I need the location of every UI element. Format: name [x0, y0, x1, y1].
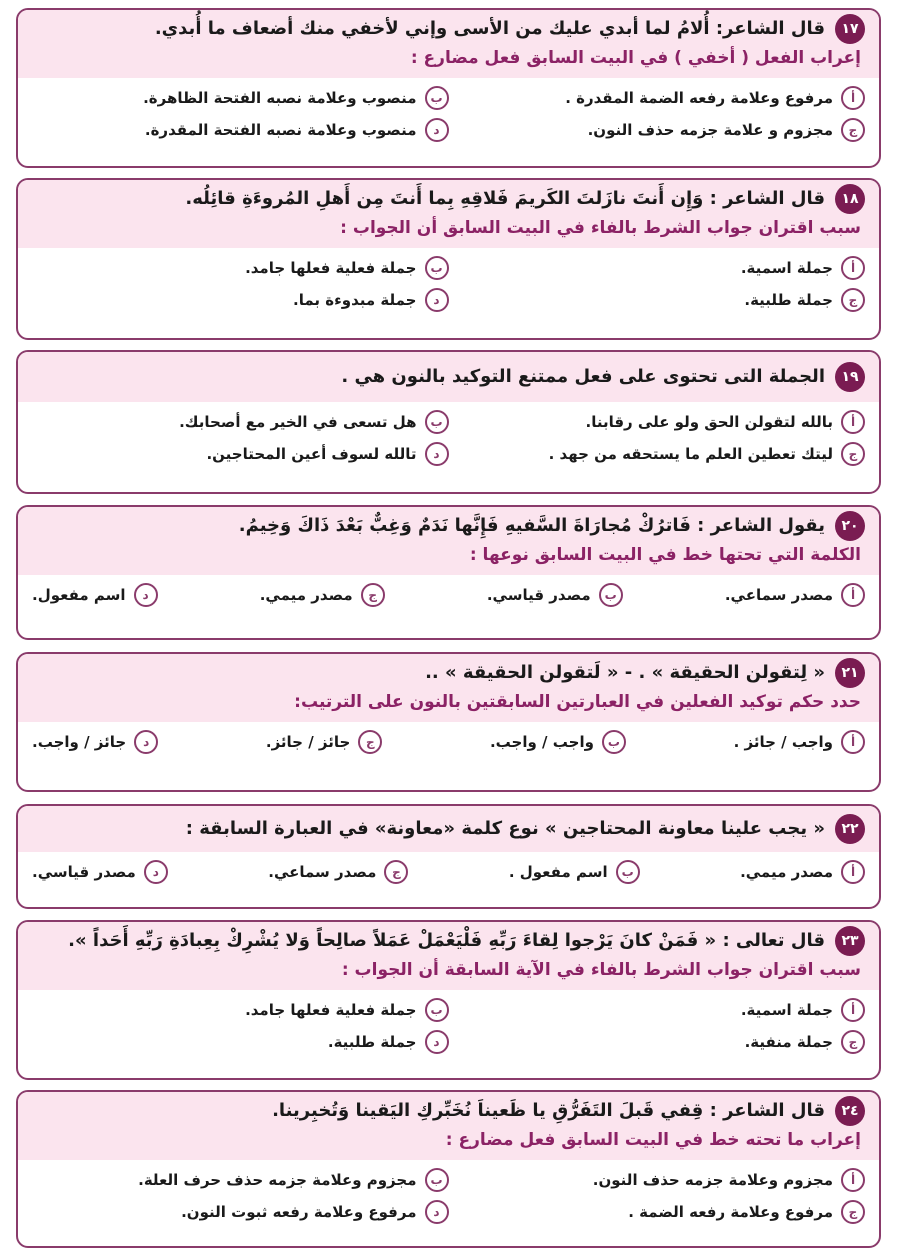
option-text: مرفوع وعلامة رفعه ثبوت النون. — [181, 1203, 417, 1221]
question-header — [18, 1092, 879, 1160]
option-text: واجب / واجب. — [489, 733, 594, 751]
option-letter: ب — [616, 860, 640, 884]
option-d[interactable] — [32, 1198, 449, 1226]
option-letter: ب — [425, 1168, 449, 1192]
options — [18, 722, 879, 764]
option-a[interactable] — [449, 408, 866, 436]
option-text: مجزوم و علامة جزمه حذف النون. — [587, 121, 833, 139]
option-letter: أ — [841, 860, 865, 884]
question-header — [18, 922, 879, 990]
option-text: منصوب وعلامة نصبه الفتحة المقدرة. — [144, 121, 417, 139]
question-header — [18, 507, 879, 575]
option-letter: د — [425, 288, 449, 312]
option-c[interactable] — [449, 1028, 866, 1056]
question-card-20 — [16, 505, 881, 640]
option-a[interactable] — [449, 996, 866, 1024]
question-text: قال الشاعر : وَإِن أَنتَ نازَلتَ الكَريمَ فَلاقِهِ بِما أَنتَ مِن أَهلِ المُروءَةِ قائِلُه. — [185, 188, 825, 209]
option-b[interactable] — [32, 996, 449, 1024]
option-c[interactable] — [449, 116, 866, 144]
option-letter: أ — [841, 410, 865, 434]
option-d[interactable] — [32, 116, 449, 144]
options — [18, 852, 879, 894]
option-letter: أ — [841, 256, 865, 280]
option-c[interactable] — [449, 1198, 866, 1226]
question-header — [18, 806, 879, 852]
option-letter: د — [134, 730, 158, 754]
option-text: واجب / جائز . — [733, 733, 833, 751]
question-text: قال الشاعر: أُلامُ لما أبدي عليك من الأسى وإني لأخفي منك أضعاف ما أُبدي. — [154, 18, 825, 39]
option-c[interactable] — [266, 728, 382, 756]
question-number: ١٨ — [835, 184, 865, 214]
option-b[interactable] — [490, 728, 626, 756]
option-text: جائز / واجب. — [32, 733, 127, 751]
question-card-21 — [16, 652, 881, 792]
option-letter: د — [425, 1200, 449, 1224]
option-a[interactable] — [449, 84, 866, 112]
question-header — [18, 352, 879, 402]
question-text: « يجب علينا معاونة المحتاجين » نوع كلمة «معاونة» في العبارة السابقة : — [185, 818, 825, 839]
option-letter: ج — [841, 1200, 865, 1224]
options — [18, 575, 879, 617]
option-text: مصدر ميمي. — [259, 586, 353, 604]
option-text: مصدر قياسي. — [486, 586, 591, 604]
option-text: ليتك تعطين العلم ما يستحقه من جهد . — [548, 445, 833, 463]
option-d[interactable] — [32, 440, 449, 468]
option-letter: أ — [841, 86, 865, 110]
question-prompt: حدد حكم توكيد الفعلين في العبارتين السابقتين بالنون على الترتيب: — [294, 692, 861, 712]
question-number: ٢٣ — [835, 926, 865, 956]
option-letter: ج — [841, 288, 865, 312]
option-c[interactable] — [260, 581, 385, 609]
question-text: يقول الشاعر : فَاترُكْ مُجارَاةَ السَّفيهِ فَإِنَّها نَدَمٌ وَغِبٌّ بَعْدَ ذَاكَ وَخِيمُ. — [238, 515, 825, 536]
option-d[interactable] — [32, 286, 449, 314]
option-a[interactable] — [734, 728, 865, 756]
option-text: مصدر سماعي. — [268, 863, 377, 881]
option-b[interactable] — [509, 858, 640, 886]
option-text: هل تسعى في الخير مع أصحابك. — [179, 413, 417, 431]
question-card-19 — [16, 350, 881, 494]
option-text: مرفوع وعلامة رفعه الضمة . — [628, 1203, 833, 1221]
option-letter: د — [144, 860, 168, 884]
option-letter: ج — [841, 118, 865, 142]
option-text: اسم مفعول. — [32, 586, 126, 604]
option-letter: ب — [425, 998, 449, 1022]
option-c[interactable] — [449, 286, 866, 314]
question-prompt: سبب اقتران جواب الشرط بالفاء في الآية السابقة أن الجواب : — [341, 960, 861, 980]
option-text: منصوب وعلامة نصبه الفتحة الظاهرة. — [143, 89, 417, 107]
option-text: اسم مفعول . — [508, 863, 608, 881]
question-text: « لِتقولن الحقيقة » . - « لَتقولن الحقيقة » .. — [425, 662, 825, 683]
options — [18, 78, 879, 152]
option-d[interactable] — [32, 581, 158, 609]
option-d[interactable] — [32, 1028, 449, 1056]
question-header — [18, 654, 879, 722]
question-number: ١٧ — [835, 14, 865, 44]
options — [18, 1160, 879, 1234]
option-text: جملة اسمية. — [740, 259, 833, 277]
option-letter: ج — [361, 583, 385, 607]
option-letter: ب — [425, 86, 449, 110]
option-text: جملة طلبية. — [327, 1033, 417, 1051]
question-card-18 — [16, 178, 881, 340]
option-letter: د — [425, 442, 449, 466]
option-letter: د — [425, 118, 449, 142]
options — [18, 402, 879, 476]
option-letter: د — [134, 583, 158, 607]
option-text: مرفوع وعلامة رفعه الضمة المقدرة . — [565, 89, 833, 107]
options — [18, 248, 879, 322]
question-text: قال الشاعر : قِفي قَبلَ التَفَرُّقِ يا ظَعيناَ نُخَبِّركِ اليَقينا وَتُخبِرينا. — [272, 1100, 825, 1121]
option-c[interactable] — [268, 858, 408, 886]
question-card-17 — [16, 8, 881, 168]
question-number: ٢٠ — [835, 511, 865, 541]
option-letter: ب — [425, 410, 449, 434]
question-card-22 — [16, 804, 881, 909]
option-letter: ج — [841, 442, 865, 466]
option-text: جملة مبدوءة بما. — [293, 291, 417, 309]
option-letter: أ — [841, 730, 865, 754]
option-text: مجزوم وعلامة جزمه حذف حرف العلة. — [138, 1171, 417, 1189]
question-number: ١٩ — [835, 362, 865, 392]
option-letter: أ — [841, 1168, 865, 1192]
option-c[interactable] — [449, 440, 866, 468]
option-text: جملة منفية. — [744, 1033, 833, 1051]
option-a[interactable] — [725, 581, 865, 609]
option-text: جملة طلبية. — [744, 291, 833, 309]
question-prompt: الكلمة التي تحتها خط في البيت السابق نوعها : — [469, 545, 861, 565]
option-b[interactable] — [32, 408, 449, 436]
option-b[interactable] — [32, 84, 449, 112]
question-text: قال تعالى : « فَمَنْ كانَ يَرْجوا لِقاءَ رَبِّهِ فَلْيَعْمَلْ عَمَلاً صالِحاً وَلا يُشْرِكْ بِعِبادَةِ رَبِّهِ أَحَداً ». — [68, 930, 825, 951]
question-prompt: إعراب الفعل ( أخفي ) في البيت السابق فعل مضارع : — [410, 48, 861, 68]
question-header — [18, 10, 879, 78]
question-prompt: سبب اقتران جواب الشرط بالفاء في البيت السابق أن الجواب : — [340, 218, 861, 238]
option-text: مصدر ميمي. — [740, 863, 833, 881]
option-d[interactable] — [32, 858, 168, 886]
option-text: مجزوم وعلامة جزمه حذف النون. — [592, 1171, 833, 1189]
question-text: الجملة التى تحتوى على فعل ممتنع التوكيد بالنون هي . — [341, 366, 825, 387]
option-text: جملة فعلية فعلها جامد. — [245, 259, 417, 277]
option-b[interactable] — [487, 581, 623, 609]
option-letter: ج — [384, 860, 408, 884]
option-letter: ج — [841, 1030, 865, 1054]
option-text: مصدر سماعي. — [724, 586, 833, 604]
option-letter: ب — [599, 583, 623, 607]
option-letter: د — [425, 1030, 449, 1054]
option-letter: ب — [425, 256, 449, 280]
options — [18, 990, 879, 1064]
option-letter: ب — [602, 730, 626, 754]
option-text: جملة فعلية فعلها جامد. — [245, 1001, 417, 1019]
option-text: تالله لسوف أعين المحتاجين. — [206, 445, 417, 463]
option-text: بالله لتقولن الحق ولو على رقابنا. — [585, 413, 833, 431]
option-a[interactable] — [449, 1166, 866, 1194]
question-number: ٢٢ — [835, 814, 865, 844]
option-letter: أ — [841, 998, 865, 1022]
question-number: ٢٤ — [835, 1096, 865, 1126]
option-text: جملة اسمية. — [740, 1001, 833, 1019]
option-b[interactable] — [32, 254, 449, 282]
option-d[interactable] — [32, 728, 158, 756]
option-text: جائز / جائز. — [265, 733, 351, 751]
question-card-24 — [16, 1090, 881, 1248]
option-letter: ج — [358, 730, 382, 754]
question-card-23 — [16, 920, 881, 1080]
option-b[interactable] — [32, 1166, 449, 1194]
question-number: ٢١ — [835, 658, 865, 688]
option-letter: أ — [841, 583, 865, 607]
question-prompt: إعراب ما تحته خط في البيت السابق فعل مضارع : — [445, 1130, 861, 1150]
option-text: مصدر قياسي. — [32, 863, 136, 881]
question-header — [18, 180, 879, 248]
option-a[interactable] — [449, 254, 866, 282]
option-a[interactable] — [740, 858, 865, 886]
